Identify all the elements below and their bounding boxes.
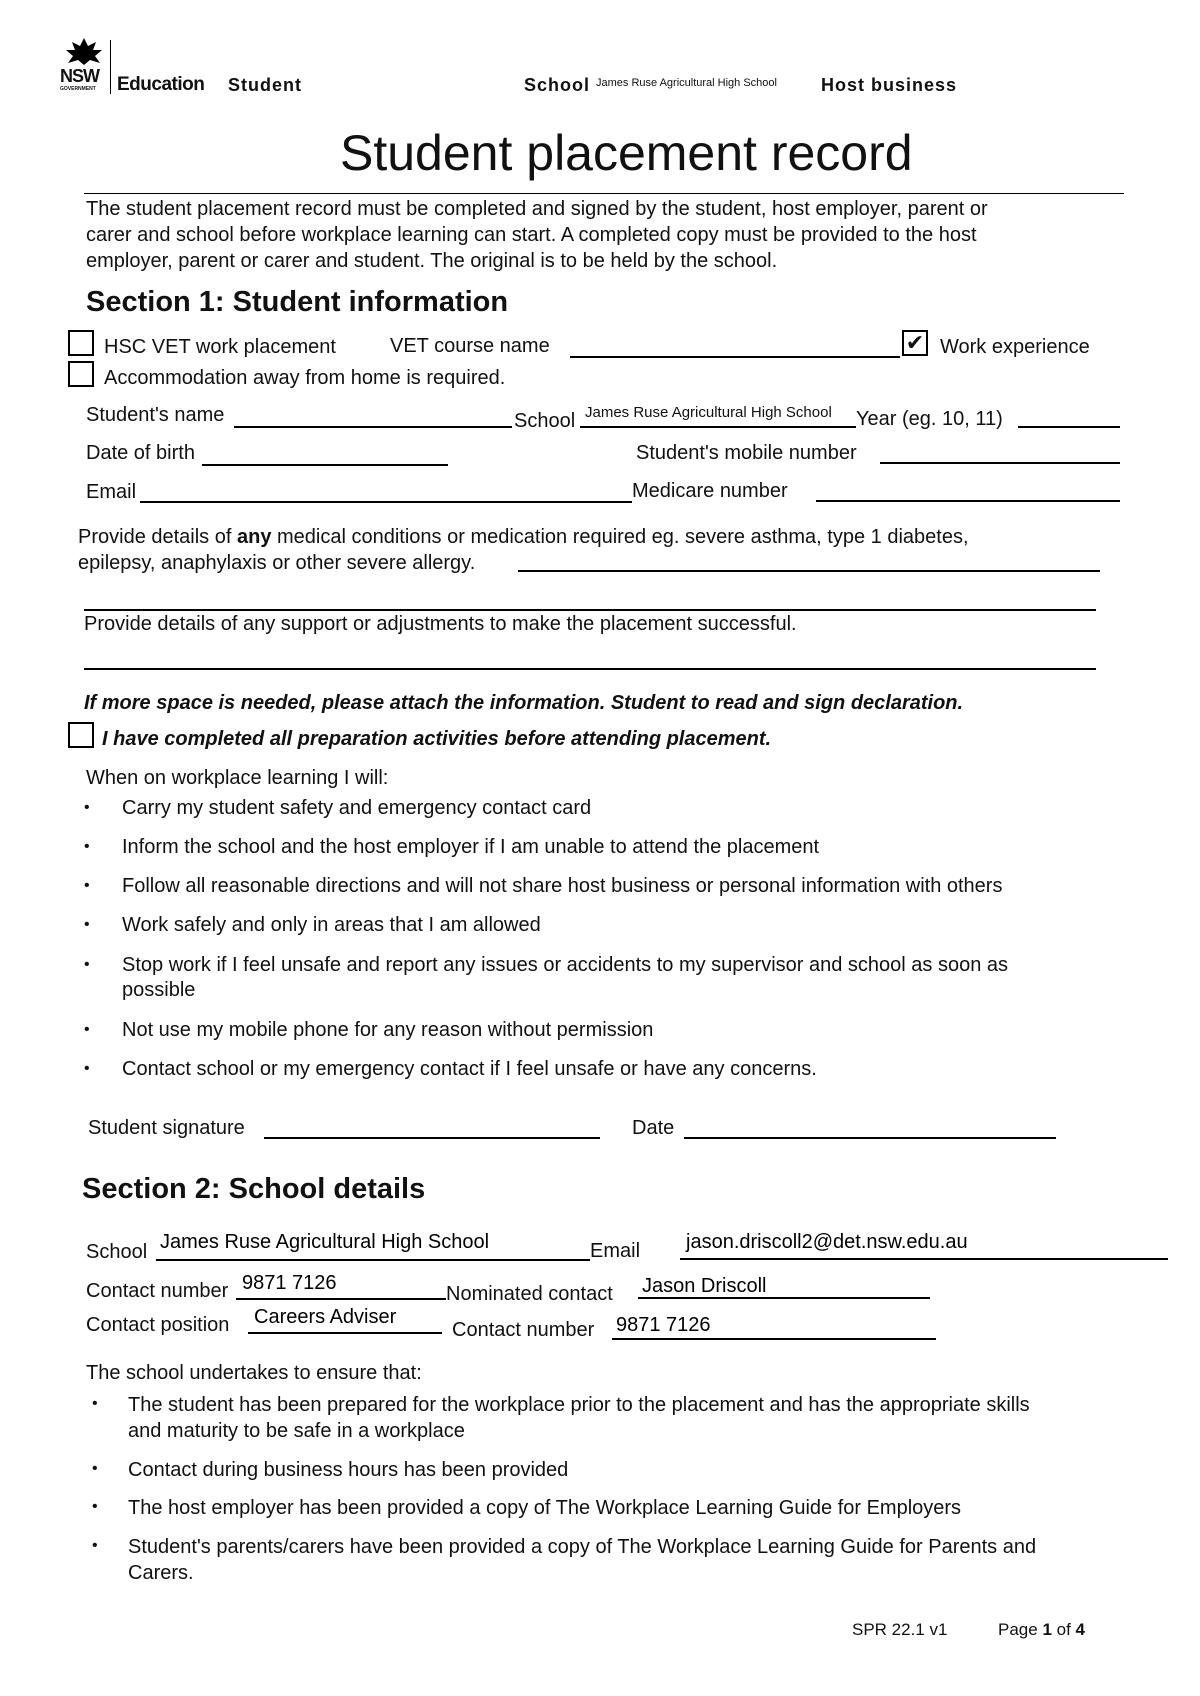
support-field[interactable] [84, 668, 1096, 670]
check-mark-icon: ✔ [905, 330, 925, 355]
year-label: Year (eg. 10, 11) [856, 408, 1003, 430]
bullet-dot: • [84, 799, 90, 816]
declaration-item: Not use my mobile phone for any reason without permission [122, 1019, 654, 1041]
undertaking-item: Student's parents/carers have been provided a copy of The Workplace Learning Guide for Parents and [128, 1536, 1037, 1558]
prep-label: I have completed all preparation activities before attending placement. [102, 728, 772, 750]
declaration-item: Follow all reasonable directions and will not share host business or personal information with others [122, 875, 1003, 897]
mobile-field[interactable] [880, 462, 1120, 464]
students-name-label: Student's name [86, 404, 225, 426]
section2-heading: Section 2: School details [82, 1173, 426, 1205]
header-school-label: School [524, 75, 591, 95]
school-label: School [86, 1241, 148, 1263]
contact-number2-value: 9871 7126 [616, 1314, 711, 1336]
bullet-dot: • [84, 916, 90, 933]
bullet-dot: • [92, 1460, 98, 1477]
header-school-value: James Ruse Agricultural High School [596, 77, 777, 89]
declaration-item: Contact school or my emergency contact if I feel unsafe or have any concerns. [122, 1058, 817, 1080]
undertaking-item: The host employer has been provided a copy of The Workplace Learning Guide for Employers [128, 1497, 962, 1519]
page-current: 1 [1042, 1620, 1052, 1639]
medical-field-2[interactable] [84, 609, 1096, 611]
logo-nsw-text: NSW [60, 66, 99, 86]
accommodation-checkbox[interactable] [68, 361, 94, 387]
declaration-item: Inform the school and the host employer if I am unable to attend the placement [122, 836, 820, 858]
medicare-label: Medicare number [632, 480, 788, 502]
email-field[interactable] [140, 501, 632, 503]
medical-text-pre: Provide details of [78, 526, 237, 548]
section1-heading: Section 1: Student information [86, 286, 509, 318]
work-experience-label: Work experience [940, 336, 1090, 358]
date-label: Date [632, 1117, 675, 1139]
medical-line-2: epilepsy, anaphylaxis or other severe allergy. [78, 552, 476, 574]
contact-position-label: Contact position [86, 1314, 230, 1336]
hsc-vet-checkbox[interactable] [68, 330, 94, 356]
student-signature-label: Student signature [88, 1117, 245, 1139]
undertaking-item-continued: and maturity to be safe in a workplace [128, 1420, 465, 1442]
contact-number2-label: Contact number [452, 1319, 595, 1341]
contact-position-field[interactable] [248, 1332, 442, 1334]
bullet-dot: • [92, 1537, 98, 1554]
declaration-item-continued: possible [122, 979, 196, 1001]
waratah-icon [60, 36, 108, 66]
page-number [998, 1620, 1085, 1640]
page-pre: Page [998, 1620, 1043, 1639]
student-school-label: School [514, 410, 576, 432]
medical-text-bold: any [236, 526, 272, 548]
undertakes-label: The school undertakes to ensure that: [86, 1362, 422, 1384]
bullet-dot: • [84, 877, 90, 894]
declaration-item: Carry my student safety and emergency contact card [122, 797, 592, 819]
student-school-field[interactable] [580, 426, 856, 428]
work-experience-checkbox[interactable] [902, 330, 928, 356]
bullet-dot: • [92, 1395, 98, 1412]
school-email-value: jason.driscoll2@det.nsw.edu.au [686, 1231, 968, 1253]
medical-text-post: medical conditions or medication required eg. severe asthma, type 1 diabetes, [271, 526, 969, 548]
undertaking-item: Contact during business hours has been provided [128, 1459, 569, 1481]
bullet-dot: • [84, 838, 90, 855]
bullet-dot: • [84, 956, 90, 973]
dob-label: Date of birth [86, 442, 195, 464]
nominated-contact-label: Nominated contact [446, 1283, 613, 1305]
student-school-value: James Ruse Agricultural High School [585, 404, 832, 421]
dob-field[interactable] [202, 464, 448, 466]
medical-field-1[interactable] [518, 570, 1100, 572]
email-label: Email [86, 481, 137, 503]
school-email-label: Email [590, 1240, 641, 1262]
intro-line-3: employer, parent or carer and student. The original is to be held by the school. [86, 250, 778, 272]
undertaking-item-continued: Carers. [128, 1562, 194, 1584]
header-host-label: Host business [821, 75, 958, 95]
declaration-item: Work safely and only in areas that I am allowed [122, 914, 541, 936]
contact-number-label: Contact number [86, 1280, 229, 1302]
school-field[interactable] [156, 1259, 590, 1261]
accommodation-label: Accommodation away from home is required. [104, 367, 506, 389]
mobile-label: Student's mobile number [636, 442, 857, 464]
more-space-note: If more space is needed, please attach the information. Student to read and sign declaration. [84, 692, 964, 714]
year-field[interactable] [1018, 426, 1120, 428]
logo-divider [110, 40, 111, 94]
hsc-vet-label: HSC VET work placement [104, 336, 336, 358]
medical-line-1 [78, 526, 969, 549]
vet-course-field[interactable] [570, 356, 900, 358]
education-label: Education [117, 74, 205, 95]
page-total: 4 [1075, 1620, 1085, 1639]
bullet-dot: • [84, 1060, 90, 1077]
vet-course-label: VET course name [390, 335, 550, 357]
nsw-logo [58, 36, 108, 94]
intro-line-1: The student placement record must be completed and signed by the student, host employer, parent or [86, 198, 988, 220]
school-value: James Ruse Agricultural High School [160, 1231, 490, 1253]
contact-number-value: 9871 7126 [242, 1272, 337, 1294]
contact-number2-field[interactable] [612, 1338, 936, 1340]
student-signature-field[interactable] [264, 1137, 600, 1139]
contact-position-value: Careers Adviser [254, 1306, 397, 1328]
school-email-field[interactable] [680, 1258, 1168, 1260]
date-field[interactable] [684, 1137, 1056, 1139]
header-student-label: Student [228, 75, 302, 95]
logo-government-text: GOVERNMENT [60, 86, 96, 92]
students-name-field[interactable] [234, 426, 512, 428]
undertaking-item: The student has been prepared for the workplace prior to the placement and has the appropriate skills [128, 1394, 1030, 1416]
intro-line-2: carer and school before workplace learning can start. A completed copy must be provided to the host [86, 224, 977, 246]
declaration-item: Stop work if I feel unsafe and report any issues or accidents to my supervisor and school as soon as [122, 954, 1009, 976]
bullet-dot: • [92, 1498, 98, 1515]
title-rule [84, 193, 1124, 194]
bullet-dot: • [84, 1021, 90, 1038]
page-of: of [1051, 1620, 1076, 1639]
contact-number-field[interactable] [236, 1298, 446, 1300]
page-title: Student placement record [340, 125, 913, 181]
medicare-field[interactable] [816, 500, 1120, 502]
support-label: Provide details of any support or adjustments to make the placement successful. [84, 613, 797, 635]
nominated-contact-value: Jason Driscoll [642, 1275, 767, 1297]
when-on-label: When on workplace learning I will: [86, 767, 389, 789]
prep-checkbox[interactable] [68, 722, 94, 748]
form-code: SPR 22.1 v1 [852, 1620, 948, 1639]
